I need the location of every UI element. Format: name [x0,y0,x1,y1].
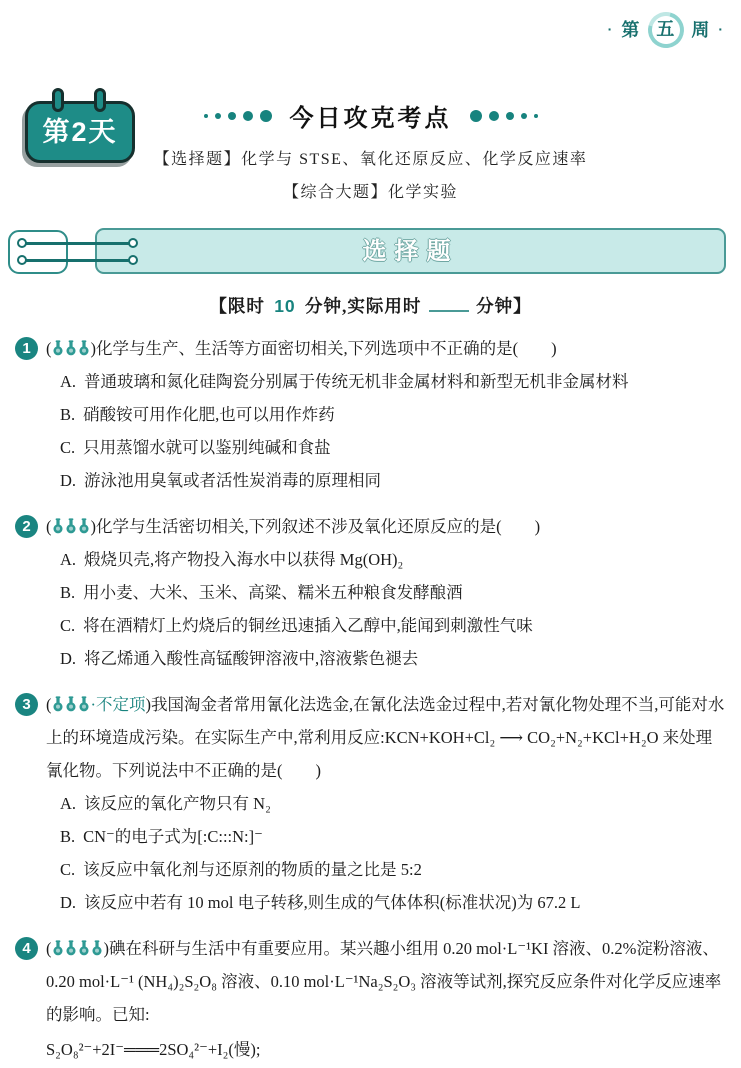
question-stem [46,510,726,543]
question-2 [22,510,726,675]
flask-icon [78,340,90,356]
flask-icon [78,518,90,534]
binder-ring-icon [128,238,138,248]
focus-line-choice: 【选择题】化学与 STSE、氧化还原反应、化学反应速率 [153,151,588,168]
option-a: A. 煅烧贝壳,将产物投入海水中以获得 Mg(OH)₂ [60,550,404,569]
question-stem [46,932,726,1031]
timer-minutes: 10 [274,296,296,316]
flask-icon [65,940,77,956]
calendar-tab-icon [94,88,106,112]
question-stem [46,332,726,365]
week-number: 五 [656,19,675,39]
week-badge-pre: 第 [621,20,640,40]
question-tag: 不定项 [96,695,146,714]
flask-icon [65,518,77,534]
week-badge [608,12,723,46]
difficulty-flasks: ( ) [46,339,96,358]
binder-line-icon [24,242,136,245]
focus-line-comprehensive: 【综合大题】化学实验 [282,184,458,201]
timer-post: 分钟】 [476,296,532,316]
flask-icon [65,340,77,356]
timer-line [0,293,741,318]
tag-separator: · [90,695,96,714]
question-number-badge: 1 [15,337,38,360]
stem-text: 化学与生产、生活等方面密切相关,下列选项中不正确的是( ) [96,339,557,358]
binder-ring-icon [128,255,138,265]
question-number-badge: 2 [15,515,38,538]
right-dots-icon [470,110,538,122]
option-c: C. 该反应中氧化剂与还原剂的物质的量之比是 5:2 [60,860,422,879]
known-equation: S₂O₈²⁻+2I⁻═══2SO₄²⁻+I₂(慢); [46,1040,261,1059]
question-list [22,332,726,1068]
calendar-tab-icon [52,88,64,112]
option-d: D. 该反应中若有 10 mol 电子转移,则生成的气体体积(标准状况)为 67.2 L [60,893,581,912]
week-badge-left-dot: · [607,21,613,37]
question-number-badge: 4 [15,937,38,960]
difficulty-flasks: ( ·不定项) [46,695,151,714]
week-badge-post: 周 [691,20,710,40]
actual-time-blank [429,295,469,313]
flask-icon [52,340,64,356]
left-dots-icon [204,110,272,122]
binder-ring-icon [17,238,27,248]
section-title: 选择题 [362,238,459,265]
flask-icon [78,696,90,712]
section-banner [0,226,741,280]
binder-ring-icon [17,255,27,265]
timer-mid: 分钟,实际用时 [305,296,422,316]
question-4 [22,932,726,1068]
timer-pre: 【限时 [209,296,265,316]
option-a: A. 该反应的氧化产物只有 N₂ [60,794,271,813]
binder-clip-icon [8,230,68,274]
flask-icon [52,940,64,956]
option-b: B. 用小麦、大米、玉米、高粱、糯米五种粮食发酵酿酒 [60,583,463,602]
difficulty-flasks: ( ) [46,939,109,958]
question-1 [22,332,726,497]
difficulty-flasks: ( ) [46,517,96,536]
week-number-swirl-icon [648,12,682,46]
question-number-badge: 3 [15,693,38,716]
option-c: C. 将在酒精灯上灼烧后的铜丝迅速插入乙醇中,能闻到刺激性气味 [60,616,533,635]
stem-text: 我国淘金者常用氰化法选金,在氰化法选金过程中,若对氰化物处理不当,可能对水上的环境造成污染。在实际生产中,常利用反应:KCN+KOH+Cl₂ ⟶ CO₂+N₂+KCl+H₂O 来处理氰化物。下列说法中不正确的是( ) [46,695,725,780]
flask-icon [65,696,77,712]
flask-icon [91,940,103,956]
option-a: A. 普通玻璃和氮化硅陶瓷分别属于传统无机非金属材料和新型无机非金属材料 [60,372,629,391]
option-d: D. 将乙烯通入酸性高锰酸钾溶液中,溶液紫色褪去 [60,649,419,668]
option-b: B. 硝酸铵可用作化肥,也可以用作炸药 [60,405,335,424]
option-c: C. 只用蒸馏水就可以鉴别纯碱和食盐 [60,438,331,457]
flask-icon [52,518,64,534]
binder-line-icon [24,259,136,262]
week-badge-right-dot: · [718,21,723,37]
question-stem [46,688,726,787]
flask-icon [52,696,64,712]
stem-text: 化学与生活密切相关,下列叙述不涉及氧化还原反应的是( ) [96,517,541,536]
option-d: D. 游泳池用臭氧或者活性炭消毒的原理相同 [60,471,382,490]
day-badge-calendar-icon [25,101,135,163]
day-badge-label: 第2天 [42,117,118,147]
stem-text: 碘在科研与生活中有重要应用。某兴趣小组用 0.20 mol·L⁻¹KI 溶液、0.2%淀粉溶液、0.20 mol·L⁻¹ (NH₄)₂S₂O₈ 溶液、0.10 mol·L⁻¹Na₂S₂O₃ 溶液等试剂,探究反应条件对化学反应速率的影响。已知: [46,939,722,1024]
flask-icon [78,940,90,956]
question-3 [22,688,726,919]
banner-strip [95,228,726,274]
option-b: B. CN⁻的电子式为[:C:::N:]⁻ [60,827,263,846]
page-title: 今日攻克考点 [289,105,452,132]
